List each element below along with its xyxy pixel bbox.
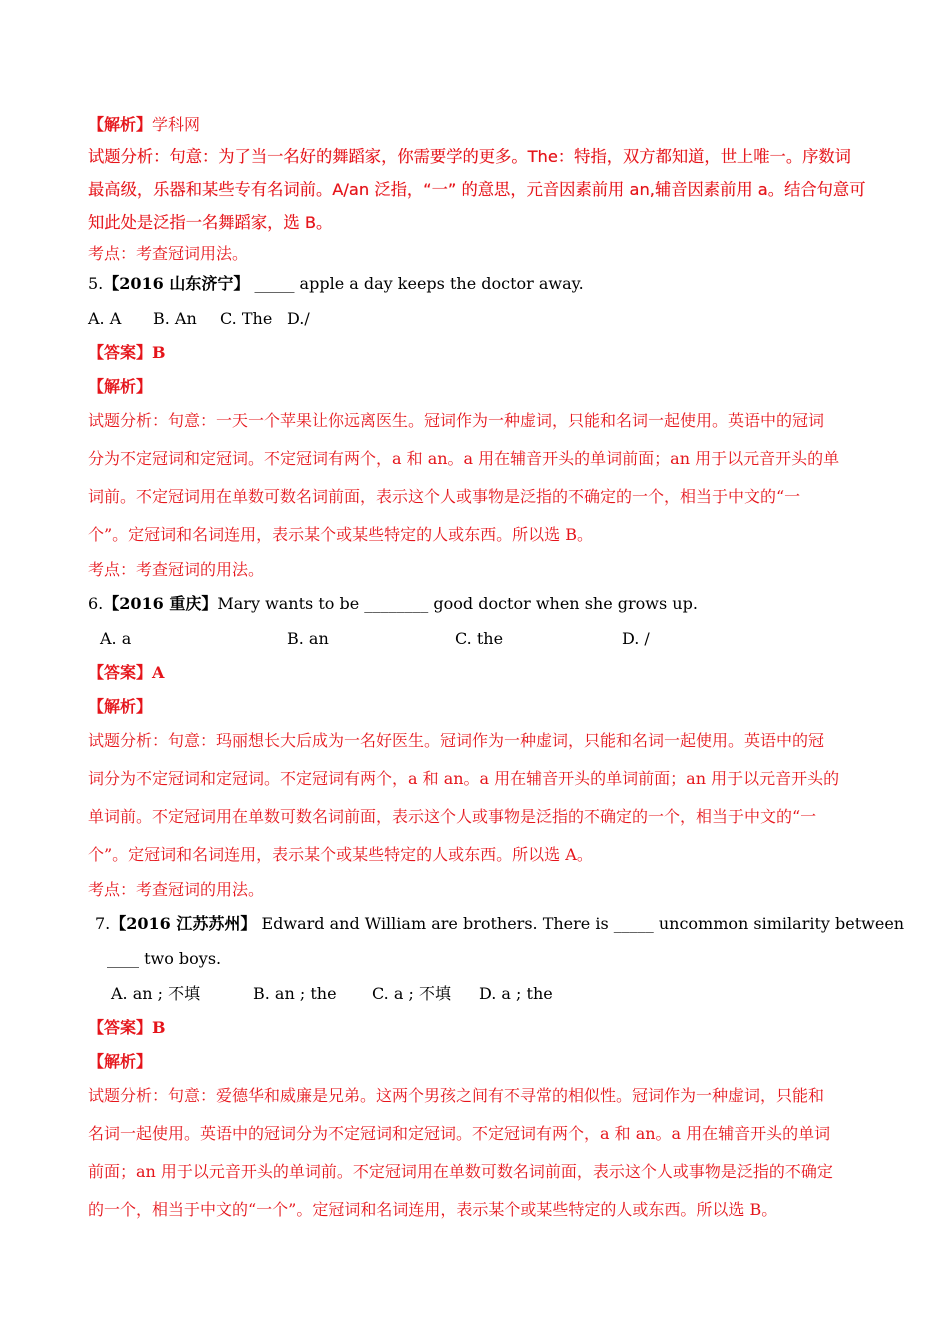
option-c: C. a ; 不填 <box>372 984 451 1003</box>
analysis-line: 前面；an 用于以元音开头的单词前。不定冠词用在单数可数名词前面，表示这个人或事物是泛指的不确定 <box>88 1162 833 1181</box>
analysis-line: 试题分析：句意：为了当一名好的舞蹈家，你需要学的更多。The：特指，双方都知道，世上唯一。序数词 <box>88 147 851 166</box>
analysis-line: 的一个，相当于中文的“一个”。定冠词和名词连用，表示某个或某些特定的人或东西。所以选 B。 <box>88 1200 778 1219</box>
analysis-title: 【解析】 <box>88 1052 153 1071</box>
answer: 【答案】B <box>88 1018 166 1037</box>
analysis-line: 词前。不定冠词用在单数可数名词前面，表示这个人或事物是泛指的不确定的一个，相当于中文的“一 <box>88 487 801 506</box>
kaodian: 考点：考查冠词的用法。 <box>88 560 265 579</box>
answer: 【答案】B <box>88 343 166 362</box>
option-d: D./ <box>287 309 310 328</box>
analysis-line: 试题分析：句意：一天一个苹果让你远离医生。冠词作为一种虚词，只能和名词一起使用。英语中的冠词 <box>88 411 825 430</box>
option-d: D. a ; the <box>479 984 553 1003</box>
analysis-line: 最高级，乐器和某些专有名词前。A/an 泛指，“一” 的意思，元音因素前用 an,辅音因素前用 a。结合句意可 <box>88 180 866 199</box>
analysis-line: 试题分析：句意：玛丽想长大后成为一名好医生。冠词作为一种虚词，只能和名词一起使用。英语中的冠 <box>88 731 825 750</box>
analysis-line: 个”。定冠词和名词连用，表示某个或某些特定的人或东西。所以选 A。 <box>88 845 593 864</box>
option-a: A. a <box>100 629 132 648</box>
option-a: A. A <box>88 309 122 328</box>
analysis-title: 【解析】 <box>88 377 153 396</box>
analysis-line: 单词前。不定冠词用在单数可数名词前面，表示这个人或事物是泛指的不确定的一个，相当于中文的“一 <box>88 807 817 826</box>
question-7-stem: 7.【2016 江苏苏州】 Edward and William are brothers. There is _____ uncommon similarity between <box>95 914 905 933</box>
option-c: C. The <box>220 309 273 328</box>
analysis-line: 试题分析：句意：爱德华和威廉是兄弟。这两个男孩之间有不寻常的相似性。冠词作为一种虚词，只能和 <box>88 1086 825 1105</box>
kaodian: 考点：考查冠词的用法。 <box>88 880 265 899</box>
question-6-stem: 6.【2016 重庆】Mary wants to be ________ good doctor when she grows up. <box>88 594 698 613</box>
option-a: A. an ; 不填 <box>111 984 201 1003</box>
analysis-line: 个”。定冠词和名词连用，表示某个或某些特定的人或东西。所以选 B。 <box>88 525 594 544</box>
option-c: C. the <box>455 629 504 648</box>
question-7-stem-continued: ____ two boys. <box>107 949 222 968</box>
kaodian: 考点：考查冠词用法。 <box>88 244 249 263</box>
analysis-line: 名词一起使用。英语中的冠词分为不定冠词和定冠词。不定冠词有两个，a 和 an。a 用在辅音开头的单词 <box>88 1124 831 1143</box>
option-d: D. / <box>622 629 650 648</box>
analysis-line: 词分为不定冠词和定冠词。不定冠词有两个，a 和 an。a 用在辅音开头的单词前面；an 用于以元音开头的 <box>88 769 840 788</box>
question-5-stem: 5.【2016 山东济宁】 _____ apple a day keeps the doctor away. <box>88 274 584 293</box>
option-b: B. an <box>287 629 329 648</box>
analysis-line: 知此处是泛指一名舞蹈家，选 B。 <box>88 213 333 232</box>
analysis-line: 分为不定冠词和定冠词。不定冠词有两个，a 和 an。a 用在辅音开头的单词前面；an 用于以元音开头的单 <box>88 449 840 468</box>
answer: 【答案】A <box>88 663 165 682</box>
analysis-header: 【解析】学科网 <box>88 115 201 134</box>
option-b: B. An <box>153 309 197 328</box>
option-b: B. an ; the <box>253 984 337 1003</box>
analysis-title: 【解析】 <box>88 697 153 716</box>
